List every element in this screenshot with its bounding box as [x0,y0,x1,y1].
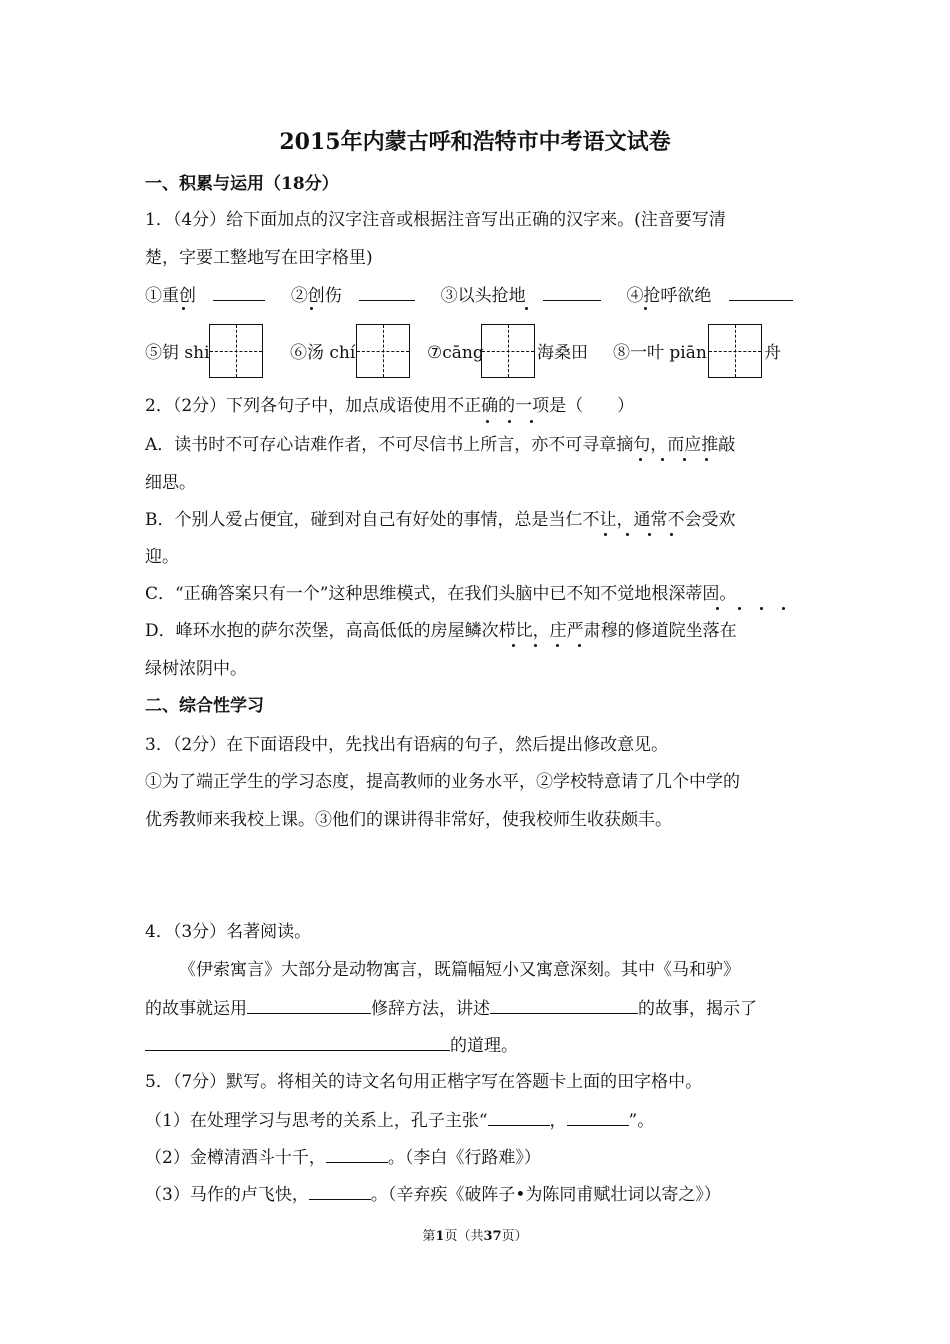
option-b-line-1: B．个别人爱占便宜，碰到对自己有好处的事情，总是当仁不让，通常不会受欢 [145,510,736,530]
tianzige-box-7[interactable] [481,324,535,378]
emphasis-dot [604,533,607,536]
emphasis-dot [530,420,533,423]
moral-blank[interactable] [145,1032,450,1051]
emphasis-dot [716,607,719,610]
emphasis-dot [670,533,673,536]
option-d-line-1: D．峰环水抱的萨尔茨堡，高高低低的房屋鳞次栉比，庄严肃穆的修道院坐落在 [145,621,737,641]
rhetoric-blank[interactable] [247,995,371,1014]
question-4: 4．（3分）名著阅读。 [145,922,312,942]
question-5-item-1 [145,1107,654,1133]
item-4-blank[interactable] [729,282,793,301]
text: （2）金樽清酒斗十千， [145,1148,326,1168]
item-8-suffix: 舟 [764,343,781,363]
item-2-blank[interactable] [359,282,415,301]
page-footer [0,1228,950,1246]
emphasis-dot [683,458,686,461]
text: ， [549,1111,567,1131]
question-5-item-3 [145,1181,721,1207]
text: 。（辛弃疾《破阵子•为陈同甫赋壮词以寄之》） [370,1185,721,1205]
answer-blank[interactable] [567,1107,629,1126]
item-3-blank[interactable] [543,282,601,301]
footer-text: 页） [501,1229,528,1244]
item-6-label: ⑥汤 chí [290,343,356,363]
answer-blank[interactable] [326,1144,388,1163]
page-number: 1 [435,1229,445,1244]
question-3: 3．（2分）在下面语段中，先找出有语病的句子，然后提出修改意见。 [145,735,669,755]
text: （1）在处理学习与思考的关系上，孔子主张“ [145,1111,488,1131]
text: 。（李白《行路难》） [387,1148,541,1168]
emphasis-dot [782,607,785,610]
question-1-items-row [145,282,793,308]
item-3: ③以头抢地 [440,286,526,306]
option-a-line-1: A．读书时不可存心诘难作者，不可尽信书上所言，亦不可寻章摘句，而应推敲 [145,435,736,455]
tianzige-box-6[interactable] [356,324,410,378]
footer-text: 第 [422,1229,436,1244]
section-heading-1: 一、积累与运用（18分） [145,174,339,194]
emphasis-dot [760,607,763,610]
story-blank[interactable] [490,995,638,1014]
item-8-label: ⑧一叶 piān [613,343,707,363]
question-3-passage-line-1: ①为了端正学生的学习态度，提高教师的业务水平，②学校特意请了几个中学的 [145,772,740,792]
emphasis-dot [705,458,708,461]
emphasis-dot [644,307,647,310]
item-7-label: ⑦cāng [427,343,484,363]
option-c: C．“正确答案只有一个”这种思维模式，在我们头脑中已不知不觉地根深蒂固。 [145,584,737,604]
text: ”。 [628,1111,655,1131]
option-b-line-2: 迎。 [145,547,179,567]
emphasis-dot [486,420,489,423]
answer-blank[interactable] [488,1107,550,1126]
total-pages: 37 [483,1229,502,1244]
footer-text: 页（共 [444,1229,484,1244]
question-4-line-3 [145,1032,518,1058]
text: （3）马作的卢飞快， [145,1185,309,1205]
tianzige-box-8[interactable] [708,324,762,378]
question-1-line-1: 1．（4分）给下面加点的汉字注音或根据注音写出正确的汉字来。(注音要写清 [145,210,726,230]
item-4: ④抢呼欲绝 [626,286,712,306]
section-heading-2: 二、综合性学习 [145,696,264,716]
emphasis-dot [626,533,629,536]
emphasis-dot [639,458,642,461]
question-1-line-2: 楚，字要工整地写在田字格里) [145,248,373,268]
emphasis-dot [310,307,313,310]
item-1-blank[interactable] [213,282,265,301]
emphasis-dot [182,307,185,310]
emphasis-dot [534,644,537,647]
question-5-item-2 [145,1144,541,1170]
emphasis-dot [578,644,581,647]
item-2: ②创伤 [290,286,342,306]
text: 修辞方法，讲述 [371,999,490,1019]
text: 的故事，揭示了 [638,999,757,1019]
question-3-passage-line-2: 优秀教师来我校上课。③他们的课讲得非常好，使我校师生收获颇丰。 [145,810,672,830]
emphasis-dot [512,644,515,647]
emphasis-dot [661,458,664,461]
text: 的道理。 [450,1036,518,1056]
emphasis-dot [508,420,511,423]
text: 的故事就运用 [145,999,247,1019]
question-4-line-1: 《伊索寓言》大部分是动物寓言，既篇幅短小又寓意深刻。其中《马和驴》 [179,960,740,980]
page-title: 2015年内蒙古呼和浩特市中考语文试卷 [279,129,671,155]
option-d-line-2: 绿树浓阴中。 [145,659,247,679]
question-2: 2．（2分）下列各句子中，加点成语使用不正确的一项是（ ） [145,396,635,416]
item-5-label: ⑤钥 shi [145,343,210,363]
item-7-suffix: 海桑田 [537,343,588,363]
question-5: 5．（7分）默写。将相关的诗文名句用正楷字写在答题卡上面的田字格中。 [145,1072,703,1092]
option-a-line-2: 细思。 [145,473,196,493]
tianzige-box-5[interactable] [209,324,263,378]
emphasis-dot [738,607,741,610]
emphasis-dot [648,533,651,536]
answer-blank[interactable] [309,1181,371,1200]
item-1: ①重创 [145,286,196,306]
question-4-line-2 [145,995,757,1021]
emphasis-dot [525,307,528,310]
emphasis-dot [556,644,559,647]
